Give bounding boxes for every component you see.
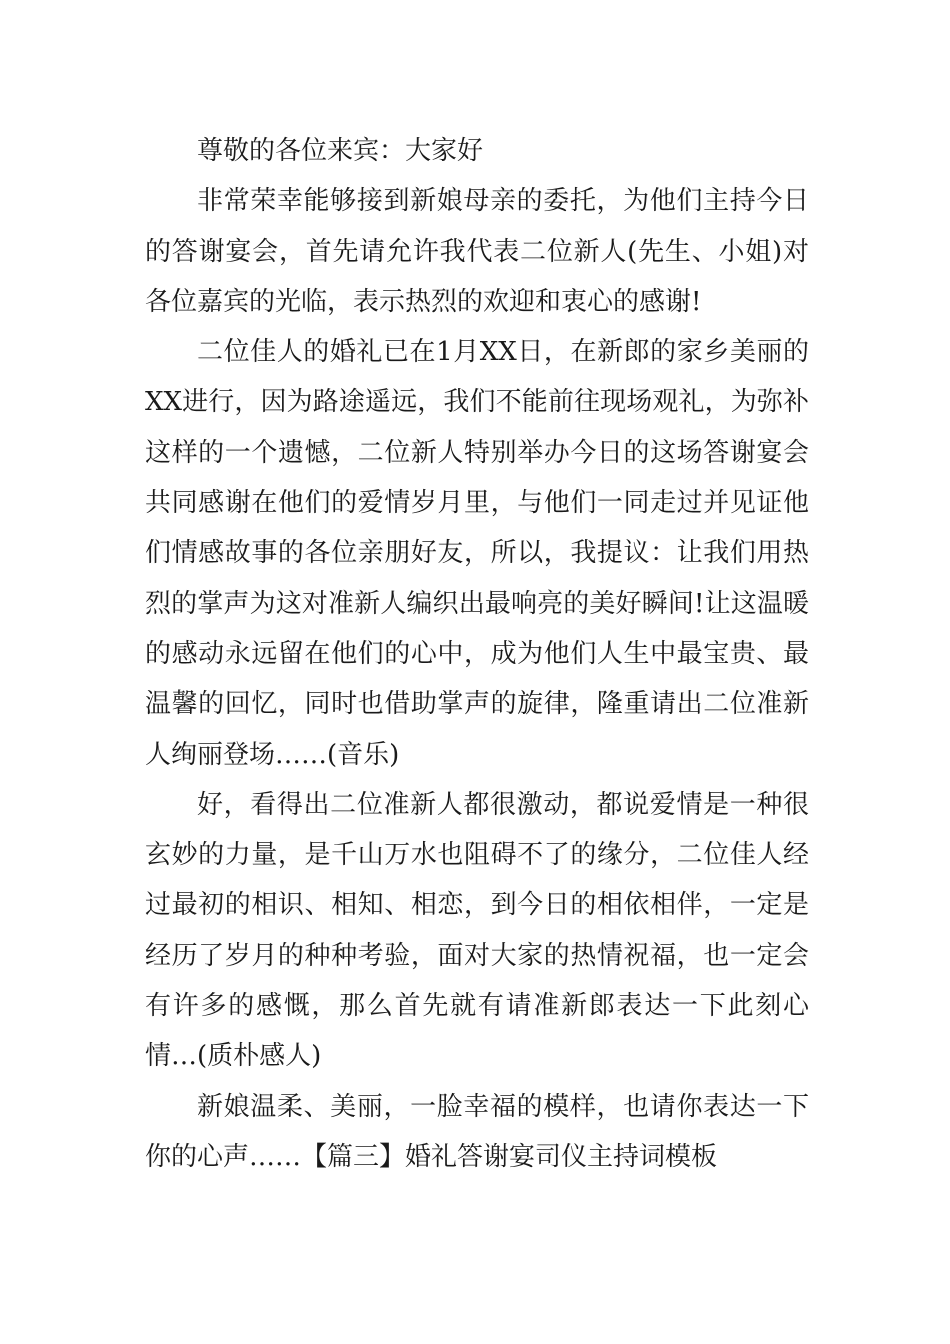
paragraph-greeting: 尊敬的各位来宾：大家好 xyxy=(197,136,484,166)
document-body xyxy=(145,126,809,1182)
paragraph-groom-speech: 好，看得出二位准新人都很激动，都说爱情是一种很玄妙的力量，是千山万水也阻碍不了的缘分，二位佳人经过最初的相识、相知、相恋，到今日的相依相伴，一定是经历了岁月的种种考验，面对大家的热情祝福，也一定会有许多的感慨，那么首先就有请准新郎表达一下此刻心情…(质朴感人) xyxy=(145,789,809,1072)
paragraph-opening: 非常荣幸能够接到新娘母亲的委托，为他们主持今日的答谢宴会，首先请允许我代表二位新人(先生、小姐)对各位嘉宾的光临，表示热烈的欢迎和衷心的感谢! xyxy=(145,186,809,317)
paragraph-bride-speech: 新娘温柔、美丽，一脸幸福的模样，也请你表达一下你的心声……【篇三】婚礼答谢宴司仪主持词模板 xyxy=(145,1091,809,1172)
paragraph-wedding-story: 二位佳人的婚礼已在1月XX日，在新郎的家乡美丽的XX进行，因为路途遥远，我们不能前往现场观礼，为弥补这样的一个遗憾，二位新人特别举办今日的这场答谢宴会共同感谢在他们的爱情岁月里，与他们一同走过并见证他们情感故事的各位亲朋好友，所以，我提议：让我们用热烈的掌声为这对准新人编织出最响亮的美好瞬间!让这温暖的感动永远留在他们的心中，成为他们人生中最宝贵、最温馨的回忆，同时也借助掌声的旋律，隆重请出二位准新人绚丽登场……(音乐) xyxy=(145,337,809,770)
